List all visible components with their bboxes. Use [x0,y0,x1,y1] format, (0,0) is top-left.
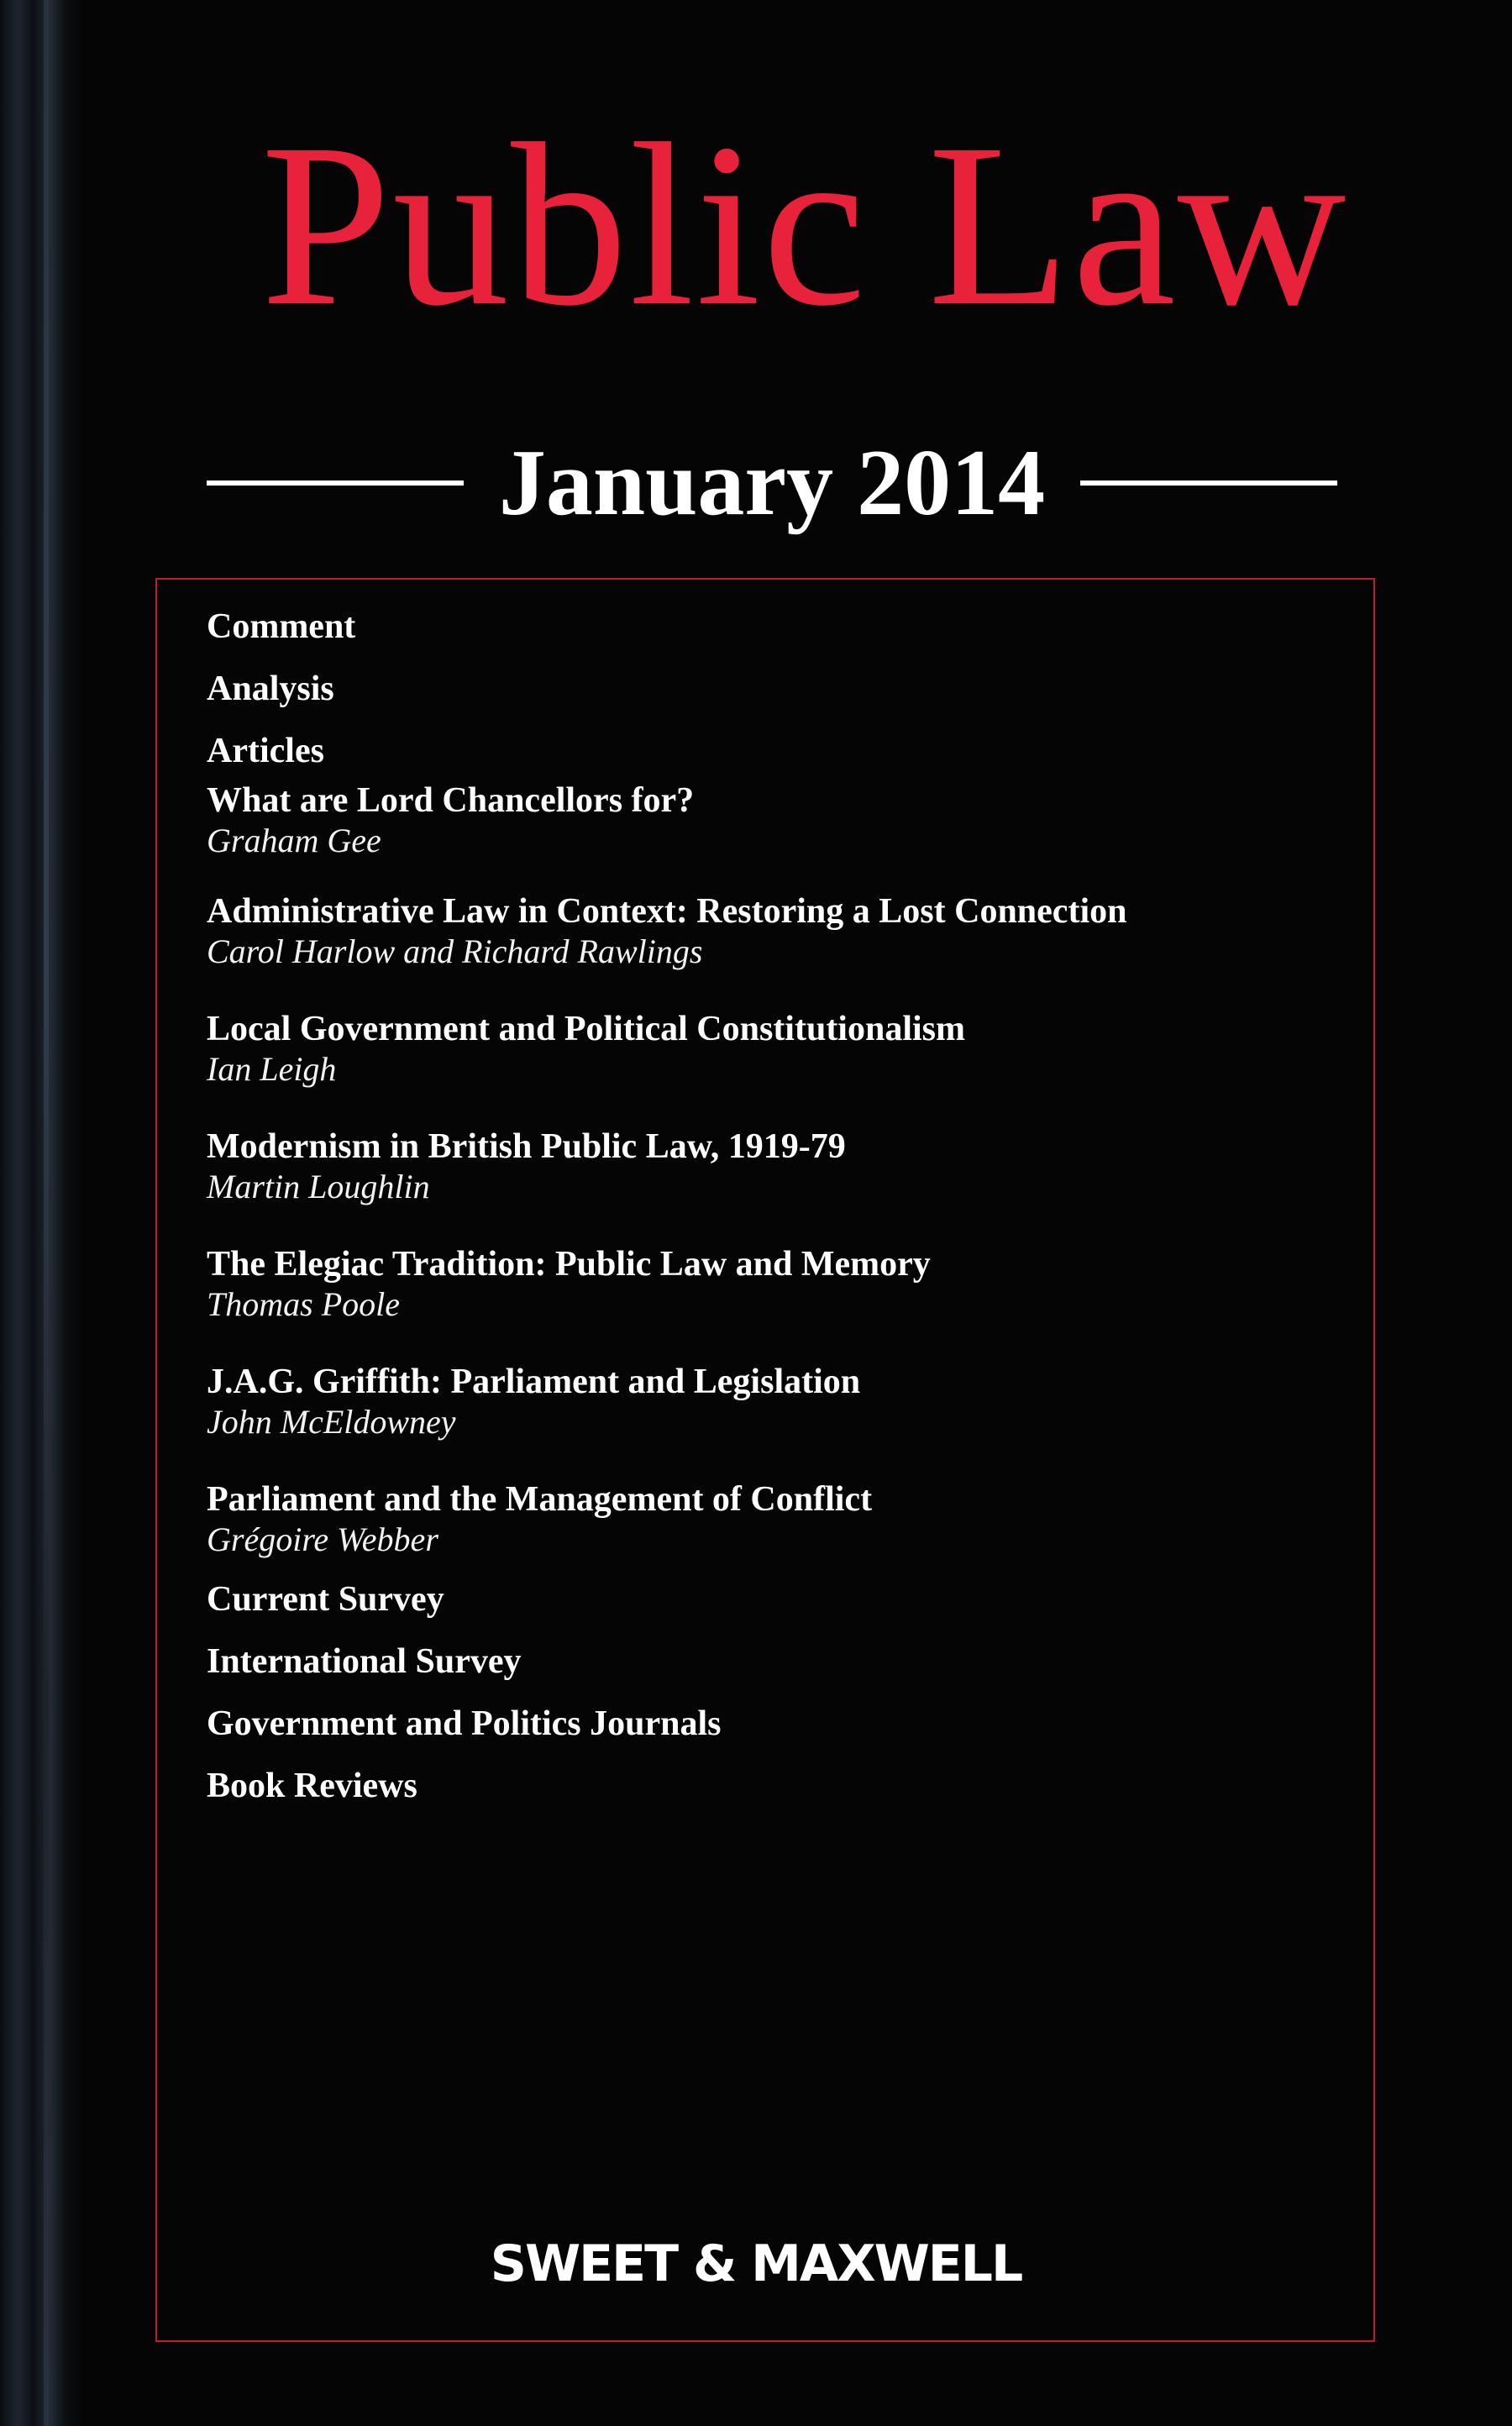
publisher-logo: SWEET & MAXWELL [490,2234,1022,2293]
article-title: Local Government and Political Constitutionalism [207,1010,965,1048]
toc-article [207,1126,1324,1206]
article-title: The Elegiac Tradition: Public Law and Memory [207,1245,931,1284]
toc-section-book-reviews: Book Reviews [207,1767,417,1805]
toc-section-current-survey: Current Survey [207,1580,444,1619]
toc-article [207,1008,1324,1089]
left-rule [207,480,464,486]
journal-title: Public Law [260,96,1348,354]
article-author: Ian Leigh [207,1050,337,1088]
article-title: Modernism in British Public Law, 1919-79 [207,1127,846,1166]
toc-article [207,780,1324,860]
table-of-contents [207,603,1324,1825]
spine-highlight [44,0,49,2426]
article-title: Parliament and the Management of Conflict [207,1480,873,1519]
toc-article [207,1478,1324,1559]
article-author: Graham Gee [207,822,381,859]
book-spine [0,0,84,2426]
toc-article [207,1361,1324,1441]
toc-section-articles: Articles [207,732,324,770]
article-author: Grégoire Webber [207,1520,438,1558]
toc-article [207,1243,1324,1324]
article-title: J.A.G. Griffith: Parliament and Legislation [207,1363,861,1401]
right-rule [1080,480,1337,486]
toc-section-government-politics-journals: Government and Politics Journals [207,1704,722,1743]
toc-article [207,890,1324,971]
toc-section-comment: Comment [207,607,356,646]
toc-section-international-survey: International Survey [207,1642,522,1681]
article-author: Martin Loughlin [207,1168,430,1205]
article-author: John McEldowney [207,1403,456,1441]
issue-row [207,424,1337,542]
article-title: Administrative Law in Context: Restoring a Lost Connection [207,892,1127,931]
toc-section-analysis: Analysis [207,670,334,708]
article-author: Thomas Poole [207,1285,400,1323]
issue-date: January 2014 [498,431,1046,535]
article-author: Carol Harlow and Richard Rawlings [207,932,703,970]
article-title: What are Lord Chancellors for? [207,781,695,820]
